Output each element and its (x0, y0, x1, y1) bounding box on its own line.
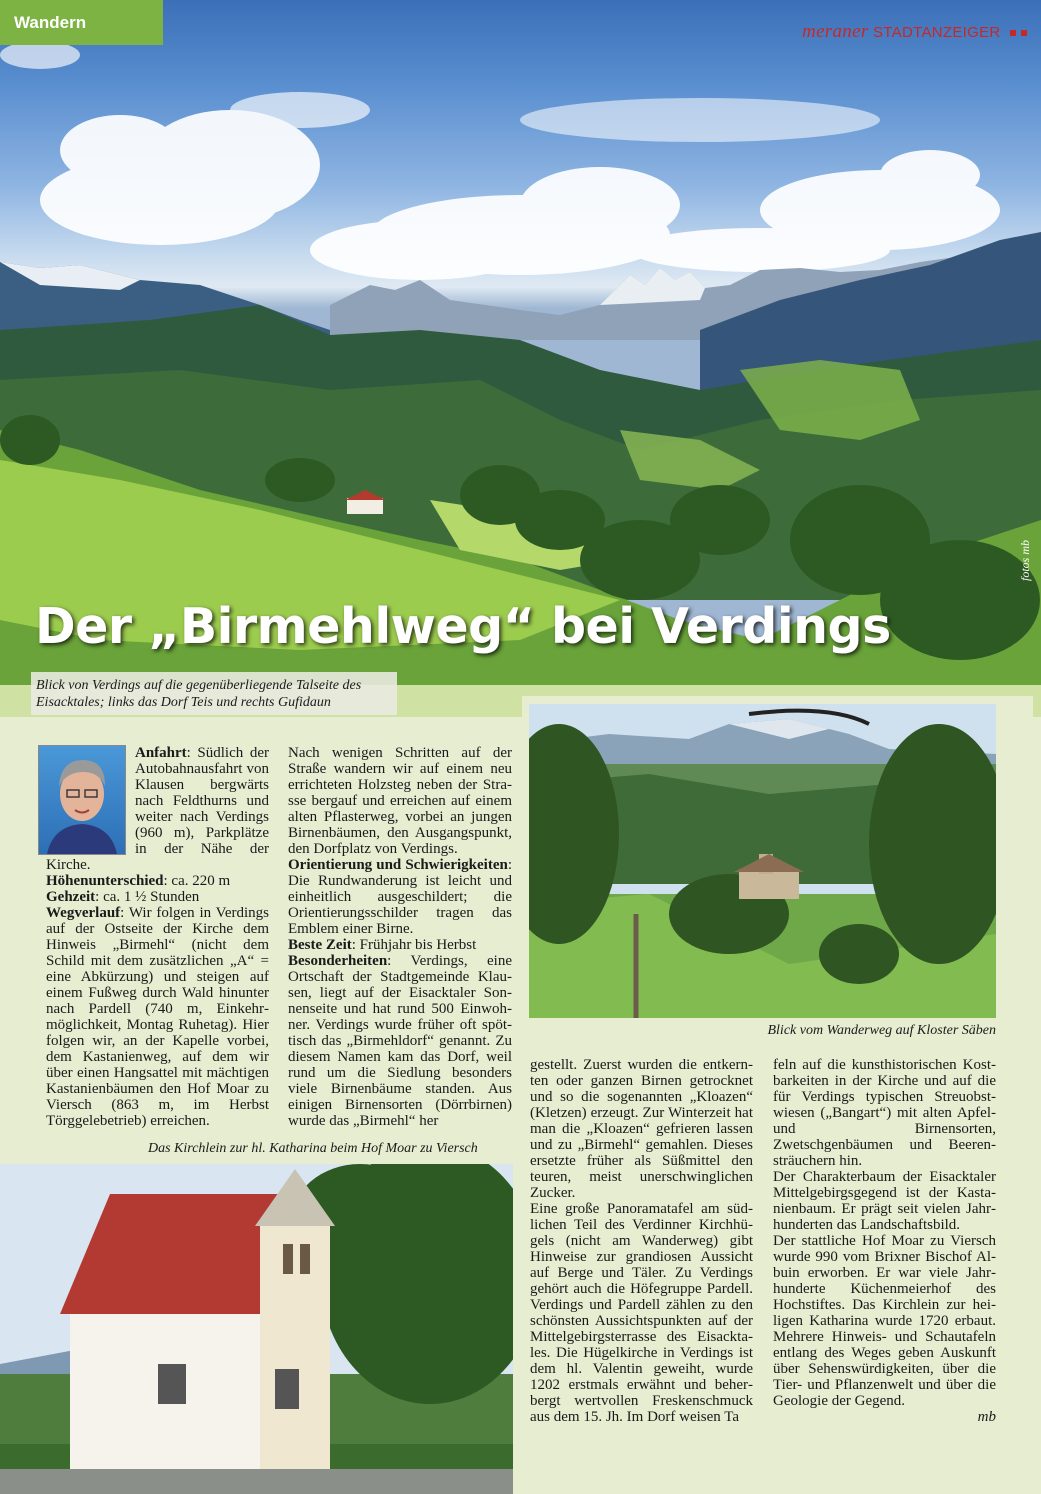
text-column-4 (773, 1057, 996, 1425)
text-col4-p3: Der stattliche Hof Moar zu Viersch wurde 990 vom Brixner Bischof Albuin erworben. Er war viele Jahrhunderte Küchenmeierhof des Hochstiftes. Das Kirchlein zur heiligen Katharina wurde 1720 erbaut. Mehrere Hinweis- und Schautafeln entlang des Weges geben Auskunft über Sehenswürdigkeiten, über die Tier- und Pflanzenwelt und über die Geologie der Gegend. (773, 1233, 996, 1409)
label-gehzeit: Gehzeit (46, 889, 96, 905)
caption-kirchlein: Das Kirchlein zur hl. Katharina beim Hof Moar zu Viersch (148, 1141, 478, 1156)
text-column-2 (288, 745, 512, 1129)
label-besonderheiten: Besonderheiten (288, 953, 388, 969)
text-besonderheiten: : Verdings, eine Ortschaft der Stadtgemeinde Klausen, liegt auf der Eisacktaler Sonnenseite und hat rund 500 Einwohner. Verdings wurde früher oft spöttisch das „Birmehldorf“ genannt. Zu diesem Namen kam das Dorf, weil rund um die Siedlung besonders viele Birnenbäume standen. Aus einigen Birnensorten (Dörrbirnen) wurde das „Birmehl“ her (288, 953, 512, 1129)
label-beste-zeit: Beste Zeit (288, 937, 352, 953)
text-wegverlauf: : Wir folgen in Verdings auf der Ostseite der Kirche dem Hinweis „Birmehl“ (nicht dem Schild mit dem zusätzlichen „A“ = eine Abkürzung) und steigen auf einem Fußweg durch Wald hinunter nach Pardell (740 m, Einkehrmöglichkeit, Montag Ruhetag). Hier folgen wir, an der Kapelle vorbei, dem Kastanienweg, auf dem wir über einen Hangsattel mit mächtigen Kastanienbäumen den Hof Moar zu Viersch (863 m, im Herbst Törggelebetrieb) erreichen. (46, 905, 269, 1129)
text-gehzeit: : ca. 1 ½ Stunden (95, 889, 200, 905)
text-intro: Nach wenigen Schritten auf der Straße wandern wir auf einem neu errichteten Holzsteg neben der Strasse bergauf und erreichen auf einem alten Pflasterweg, vorbei an jungen Birnenbäumen, den Ausgangspunkt, den Dorfplatz von Verdings. (288, 745, 512, 857)
text-column-1 (46, 745, 269, 1129)
text-col3-p2: Eine große Panoramatafel am südlichen Teil des Verdinner Kirchhügels (nicht am Wanderweg) gibt Hinweise zur grandiosen Aussicht auf Berge und Täler. Zu Verdings gehört auch die Höfegruppe Pardell. Verdings und Pardell zählen zu den schönsten Aussichtspunkten auf der Mittelgebirgsterrasse des Eisacktales. Die Hügelkirche in Verdings ist dem hl. Valentin geweiht, wurde 1202 erstmals erwähnt und beherbergt wertvollen Freskenschmuck aus dem 15. Jh. Im Dorf weisen Ta (530, 1201, 753, 1425)
article-headline: Der „Birmehlweg“ bei Verdings (35, 598, 891, 655)
caption-saeben: Blick vom Wanderweg auf Kloster Säben (767, 1023, 996, 1038)
text-col3-p1: gestellt. Zuerst wurden die entkernten oder ganzen Birnen getrocknet und so die sogenannten „Kloazen“ (Kletzen) erzeugt. Zur Winterzeit hat man die „Kloazen“ gefrieren lassen und zu „Birmehl“ gemahlen. Dieses ersetzte früher als Süßmittel den teuren, meist unerschwinglichen Zucker. (530, 1057, 753, 1201)
label-orientierung: Orientierung und Schwierigkeiten (288, 857, 508, 873)
masthead-logo (802, 21, 1027, 43)
kirchlein-illustration (0, 1164, 513, 1494)
text-beste-zeit: : Frühjahr bis Herbst (351, 937, 477, 953)
photo-kirchlein (0, 1164, 513, 1494)
photo-kloster-saeben (529, 704, 996, 1018)
label-anfahrt: Anfahrt (135, 745, 187, 761)
author-photo (38, 745, 126, 855)
label-wegverlauf: Wegverlauf (46, 905, 121, 921)
masthead-sub: STADTANZEIGER (873, 24, 1001, 41)
masthead-brand: meraner (802, 21, 869, 42)
masthead-square-icon (1021, 30, 1027, 36)
masthead-square-icon (1010, 30, 1016, 36)
author-portrait-illustration (39, 746, 125, 854)
text-col4-p1: feln auf die kunsthistorischen Kostbarkeiten in der Kirche und auf die für Verdings typischen Streuobstwiesen („Bangart“) mit alten Apfel- und Birnensorten, Zwetschgenbäumen und Beerensträuchern hin. (773, 1057, 996, 1169)
text-orientierung: : Die Rundwanderung ist leicht und einheitlich ausgeschildert; die Orientierungsschilder tragen das Emblem einer Birne. (288, 857, 512, 937)
hero-caption: Blick von Verdings auf die gegenüberliegende Talseite des Eisacktales; links das Dorf Teis und rechts Gufidaun (31, 672, 397, 715)
text-col4-p2: Der Charakterbaum der Eisacktaler Mittelgebirgsgegend ist der Kastanienbaum. Er prägt seit vielen Jahrhunderten das Landschaftsbild. (773, 1169, 996, 1233)
kloster-saeben-illustration (529, 704, 996, 1018)
label-hoehenunterschied: Höhenunterschied (46, 873, 164, 889)
photo-credit: fotos mb (1018, 540, 1032, 582)
hero-photo (0, 0, 1041, 717)
text-column-3 (530, 1057, 753, 1425)
text-anfahrt: : Südlich der Autobahnausfahrt von Klausen bergwärts nach Feldthurns und weiter nach Verdings (960 m), Parkplätze in der Nähe der Kirche. (46, 745, 269, 873)
section-tab: Wandern (0, 0, 163, 45)
author-signature: mb (977, 1409, 996, 1425)
text-hoehenunterschied: : ca. 220 m (163, 873, 231, 889)
